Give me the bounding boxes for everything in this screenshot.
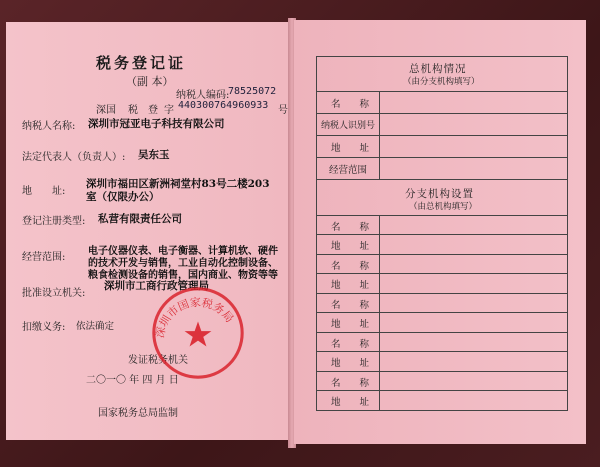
approve-value: 深圳市工商行政管理局 [104,280,209,292]
scope-label: 经营范围: [22,252,66,263]
column-divider [379,91,380,179]
branch-section-title: 分支机构设置 [405,188,474,200]
table-row [317,390,567,391]
footer-supervisor: 国家税务总局监制 [98,408,178,419]
branch-row-name: 名 称 [331,378,370,389]
table-row [317,91,567,92]
branch-row-name: 名 称 [331,222,370,233]
hq-row-taxid: 纳税人识别号 [321,121,376,131]
table-row [317,157,567,158]
reg-type-value: 私营有限责任公司 [98,213,182,225]
reg-mid-2: 登 [148,105,158,116]
scope-line1: 电子仪器仪表、电子衡器、计算机软、硬件 [88,246,278,257]
branch-row-address: 地 址 [331,397,370,408]
branch-section-subtitle: （由总机构填写） [409,202,478,212]
organization-table [316,56,568,411]
reg-mid-3: 字 [164,105,174,116]
issue-date: 二〇一〇 年 四 月 日 [86,375,179,386]
table-row [317,312,567,313]
certificate-subtitle: （副 本） [126,75,174,88]
table-row [317,234,567,235]
hq-row-address: 地 址 [331,143,370,154]
table-row [317,273,567,274]
branch-row-address: 地 址 [331,241,370,252]
table-row [317,351,567,352]
table-row [317,215,567,216]
branch-row-name: 名 称 [331,261,370,272]
reg-number: 440300764960933 [178,100,269,111]
scope-line3: 粮食检测设备的销售，国内商业、物资等等 [88,270,278,281]
scope-line2: 的技术开发与销售，工业自动化控制设备、 [88,258,278,269]
address-label: 地 址: [22,186,66,197]
hq-section-subtitle: （由分支机构填写） [403,77,480,87]
branch-row-address: 地 址 [331,358,370,369]
withhold-label: 扣缴义务: [22,322,66,333]
approve-label: 批准设立机关: [22,288,86,299]
table-row [317,332,567,333]
branch-row-address: 地 址 [331,280,370,291]
name-label: 纳税人名称: [22,121,76,132]
branch-row-address: 地 址 [331,319,370,330]
reg-prefix: 深国 [96,105,116,116]
reg-suffix: 号 [278,105,288,116]
reg-type-label: 登记注册类型: [22,216,86,227]
hq-row-name: 名 称 [331,99,370,110]
hq-section-title: 总机构情况 [409,63,467,75]
official-seal-icon [150,285,246,381]
table-row [317,254,567,255]
hq-row-scope: 经营范围 [329,165,368,176]
address-value-line2: 室（仅限办公） [86,191,160,203]
certificate-title: 税务登记证 [96,54,187,72]
svg-text:深圳市国家税务局: 深圳市国家税务局 [153,295,237,340]
rep-value: 吴东玉 [138,149,170,161]
table-row [317,293,567,294]
reg-mid-1: 税 [128,105,138,116]
branch-row-name: 名 称 [331,339,370,350]
branch-row-name: 名 称 [331,300,370,311]
table-row [317,371,567,372]
table-row [317,135,567,136]
withhold-value: 依法确定 [76,321,115,332]
name-value: 深圳市冠亚电子科技有限公司 [88,118,225,130]
table-row [317,113,567,114]
issuer-label: 发证税务机关 [128,355,188,366]
table-row [317,179,567,180]
column-divider [379,215,380,410]
rep-label: 法定代表人（负责人）: [22,152,126,163]
address-value-line1: 深圳市福田区新洲祠堂村83号二楼203 [86,178,270,190]
taxpayer-code-label: 纳税人编码: [176,90,230,101]
taxpayer-code-value: 78525072 [228,86,277,97]
